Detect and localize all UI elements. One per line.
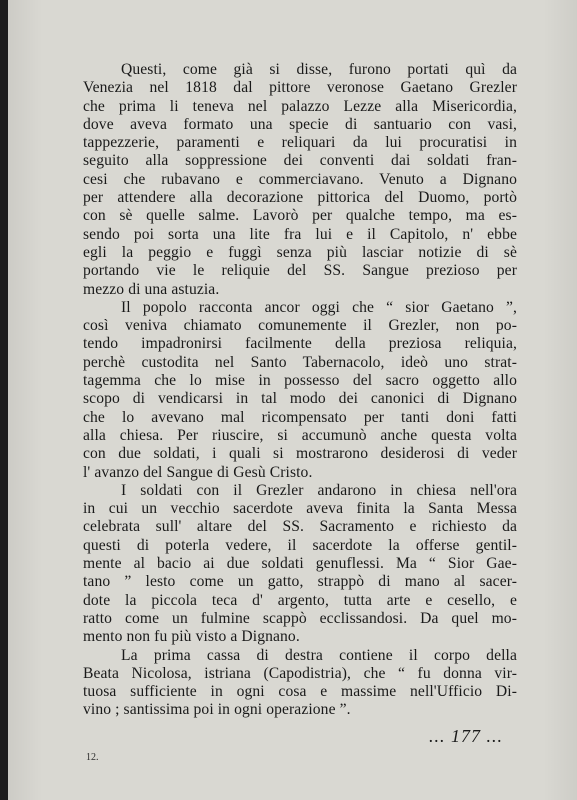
text-line: Venezia nel 1818 dal pittore veronose Gaetano Grezler bbox=[83, 79, 517, 97]
text-line: per attendere alla decorazione pittorica del Duomo, portò bbox=[83, 189, 517, 207]
paragraph-3 bbox=[83, 482, 517, 647]
text-line: mezzo di una astuzia. bbox=[83, 280, 220, 298]
text-line: La prima cassa di destra contiene il corpo della bbox=[121, 646, 517, 664]
text-line: alla chiesa. Per riuscire, si accumunò anche questa volta bbox=[83, 426, 517, 444]
text-line: con due soldati, i quali si mostrarono desiderosi di veder bbox=[83, 445, 517, 463]
text-line: mento non fu più visto a Dignano. bbox=[83, 628, 300, 646]
text-line: dove aveva formato una specie di santuario con vasi, bbox=[83, 115, 517, 133]
text-line: I soldati con il Grezler andarono in chiesa nell'ora bbox=[121, 481, 517, 499]
paragraph-1 bbox=[83, 61, 517, 299]
paragraph-2 bbox=[83, 299, 517, 482]
text-line: sendo poi sorta una lite fra lui e il Capitolo, n' ebbe bbox=[83, 225, 517, 243]
text-line: vino ; santissima poi in ogni operazione ”. bbox=[83, 701, 351, 719]
text-line: in cui un vecchio sacerdote aveva finita la Santa Messa bbox=[83, 500, 517, 518]
text-line: Beata Nicolosa, istriana (Capodistria), che “ fu donna vir- bbox=[83, 664, 517, 682]
text-line: scopo di vendicarsi in tal modo dei canonici di Dignano bbox=[83, 390, 517, 408]
text-line: che prima li teneva nel palazzo Lezze alla Misericordia, bbox=[83, 97, 517, 115]
signature-mark: 12. bbox=[86, 752, 99, 763]
text-line: con sè quelle salme. Lavorò per qualche tempo, ma es- bbox=[83, 207, 517, 225]
body-text bbox=[83, 61, 517, 720]
paragraph-4 bbox=[83, 647, 517, 720]
text-line: tano ” lesto come un gatto, strappò di mano al sacer- bbox=[83, 573, 517, 591]
text-line: tappezzerie, paramenti e reliquari da lui procuratisi in bbox=[83, 134, 517, 152]
text-line: tuosa sufficiente in ogni cosa e massime nell'Ufficio Di- bbox=[83, 683, 517, 701]
text-line: mente al bacio ai due soldati genuflessi. Ma “ Sior Gae- bbox=[83, 555, 517, 573]
text-line: Il popolo racconta ancor oggi che “ sior Gaetano ”, bbox=[121, 298, 517, 316]
text-line: così veniva chiamato comunemente il Grezler, non po- bbox=[83, 317, 517, 335]
text-line: seguito alla soppressione dei conventi dai soldati fran- bbox=[83, 152, 517, 170]
text-line: tagemma che lo mise in possesso del sacro oggetto allo bbox=[83, 372, 517, 390]
text-line: Questi, come già si disse, furono portati quì da bbox=[121, 61, 517, 78]
page-number: ... 177 ... bbox=[429, 726, 503, 746]
text-line: perchè custodita nel Santo Tabernacolo, ideò uno strat- bbox=[83, 353, 517, 371]
text-line: celebrata sull' altare del SS. Sacramento e richiesto da bbox=[83, 518, 517, 536]
text-line: tendo impadronirsi facilmente della preziosa reliquia, bbox=[83, 335, 517, 353]
text-line: l' avanzo del Sangue di Gesù Cristo. bbox=[83, 463, 313, 481]
text-line: egli la peggio e fuggì senza più lasciar notizie di sè bbox=[83, 243, 517, 261]
text-line: cesi che rubavano e commerciavano. Venuto a Dignano bbox=[83, 170, 517, 188]
text-line: questi di poterla vedere, il sacerdote la offerse gentil- bbox=[83, 536, 517, 554]
book-page bbox=[8, 0, 577, 800]
text-line: portando vie le reliquie del SS. Sangue prezioso per bbox=[83, 262, 517, 280]
text-line: ratto come un fulmine scappò ecclissandosi. Da quel mo- bbox=[83, 609, 517, 627]
text-line: dote la piccola teca d' argento, tutta arte e cesello, e bbox=[83, 591, 517, 609]
text-line: che lo avevano mal ricompensato per tanti doni fatti bbox=[83, 408, 517, 426]
